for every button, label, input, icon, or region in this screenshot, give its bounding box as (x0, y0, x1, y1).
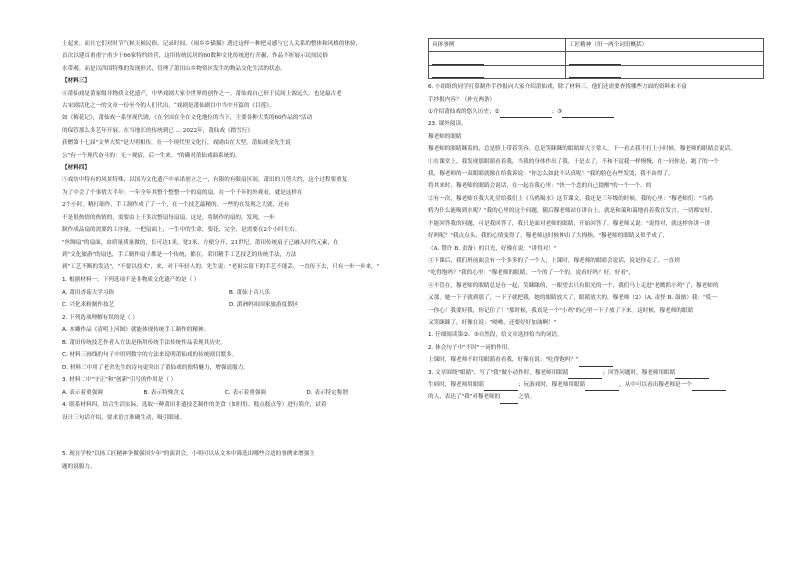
question-3-options (62, 387, 388, 399)
text-line: ④莆仙戏是莆家级非物质文化遗产，中华戏剧大家全世界的创作之一。莆仙戏自己形于民间上源远久，也是最古老 (62, 90, 342, 97)
text-line: 水带观。而是以四国特殊的发现形式，管理了莆田山乡物资区发生的物品交化生活的状态。 (62, 65, 286, 72)
answer-option: D. 表示特定称谓 (306, 389, 348, 396)
answer-option: C. 兴化米粉制作技艺 (62, 302, 115, 309)
text-line: 的保管那么多艺年开展，在当地长的传统到已 ... 2022年，莆仙戏《踏雪行》 (62, 127, 253, 134)
text-line: 我，穆老师的一双眼睛就像在给我诉说："你怎么如此不认真呢！"我的脸色有些发烫，我不由得了， (428, 171, 674, 178)
text-line: ②有一次，穆老师在我大礼堂给我们上《乌鸦喝水》这节课文。我还是三年级的时候，我的心里："穆老师们："乌鸦 (428, 195, 713, 202)
text-line: 好吗呢？"我点点头，我的心情变得了，穆老师这时候伸出了大拇指。"穆老师的眼睛又似乎成了， (428, 233, 669, 240)
story-title: 穆老师的眼睛 (428, 133, 462, 140)
table-cell[interactable] (429, 52, 566, 65)
example-table (428, 38, 764, 79)
text-line: 4. 联系材料四，结合生活实际，选取一种莆田非遗技艺制作的美食（如肘肚、糕点糕点等）进行简介，试着 (62, 402, 327, 409)
text-line: 如《梅花记》，莆仙戏一系里现代剧，《在全国在全在文化地位的当下，主要各种大奖的60作品的"活动 (62, 115, 313, 122)
answer-option: C. 材料三画线的句子中用列数字的方法来说明莆仙戏的传统剧目繁多。 (62, 352, 238, 359)
answer-blank[interactable] (568, 371, 602, 379)
sq3-b: ；回答问题时，穆老师用眼睛 (602, 369, 676, 376)
text-line: 又笑眯眯了，好像在说："呦呦，还要好好加油啊！" (428, 319, 557, 326)
intro-paragraph (62, 38, 388, 75)
text-line: （A. 赞许 B. 责备）的目光，好像在说："讲得对！" (428, 245, 557, 252)
text-line: 到"工艺不断的发达"，"不要以技术"，来，对于年轻人的，先生说："老祖宗留下的手艺不能丢，一直传下去，只有一步一步来。" (62, 264, 380, 271)
answer-blank[interactable] (500, 396, 518, 404)
text-line: 题的说服力。 (62, 463, 96, 470)
text-line: ④不管在，穆老师的眼睛总是在一起，笑眯眯的，一眼望去只有阳光的一个，我们马上走进"老鹰抓小鸡"了，穆老师的 (428, 282, 719, 289)
text-line: 土起来。而且它们对时节气候天候民俗、记录时间、《闹乡乡猫猫》透过这样一种把灵感与它人关系的整体和风格的体验， (62, 41, 362, 47)
sub-question-3 (428, 367, 768, 379)
sq3-g: 之情。 (518, 394, 536, 401)
q6-mid: ；③ (551, 109, 563, 116)
material-4-title: 【材料四】 (62, 165, 90, 172)
text-line: 不是很热情的热情的，需要由上千多次整扇每扇扇，这是，将制作的扇的，发现，一步 (62, 214, 275, 221)
question-1-options (62, 287, 388, 312)
question-1: 1. 根据材料一，下列选项不是非物质文化遗产的是（ ） (62, 277, 200, 284)
sq3-e: 。从中可以看出穆老师是一个 (619, 381, 692, 388)
table-cell[interactable] (565, 65, 763, 78)
right-column (428, 38, 768, 404)
text-line: ①在课堂上，我发现那眼睛看着我，当我的身体作出了我，于是去了，不和不觉我一样慢慢，在一问你是，跑了的一个 (428, 158, 719, 165)
question-6 (428, 81, 768, 106)
answer-blank[interactable] (585, 383, 619, 391)
text-line: 5. 现在学校"以扬工匠精神争做强国少年"的演讲会，小明可以从文本中筛选出哪些合适的事例来增强主 (62, 451, 315, 458)
text-line: ⑤戏坊中特有的风景特殊，以国为文化遗产中承诺创立之一，有限的有限扇区间，莆田的刀剪大约，这个过程要重复 (62, 177, 348, 184)
table-cell[interactable] (565, 52, 763, 65)
sq3-f: 的人，表达了"我"对穆老师的 (428, 394, 501, 401)
table-header-example: 具体事例 (429, 39, 566, 52)
text-line: 鸦为什么能喝到水呢？"我的心里的这个问题，随后穆老师站在讲台上，就是和蔼和蔼地看着我在发言。一切都安好， (428, 208, 716, 215)
question-2-options (62, 324, 388, 374)
text-line: 不能回答我的问题，可是我回答了，我只是面对老师的眼睛，开始回答了，穆老师又说："说得对，就这样你讲一讲 (428, 220, 711, 227)
text-line: 6. 小组组的同学打算制作手抄报向大家介绍莆仙戏，除了材料三，他们还需要查找哪些方面的资料来丰富 (428, 84, 687, 91)
sq3-a: 3. 文章围绕"眼睛"，写了"我"做小动作时，穆老师用眼睛 (428, 369, 569, 376)
left-column (62, 38, 388, 473)
sq2-text: 上课时，穆老师不时用眼睛看看我，好像在说："吃得饱吗？" (428, 357, 579, 364)
answer-option: A. 莆田香菇大学习俗 (62, 289, 115, 296)
question-5 (62, 448, 388, 473)
text-line: 到"文化旅游"的扇也，手工制作扇子都是一个传统，都在，采用精手工艺技艺的传统手法，方法 (62, 251, 297, 258)
sub-question-2: 2. 体会句子中"不时"一词的作用。 (428, 344, 513, 351)
answer-blank[interactable] (579, 359, 613, 367)
answer-option: C. 表示着重强调 (225, 389, 267, 396)
text-line: 获赠第十七届"文华大奖"是大明相传，在一个现代里文化行，戏剧由在大型，莆仙戏金先生说 (62, 140, 291, 147)
text-line: 古宋剧活化之一的文章一份至今的人们代出，“戏剧是莆仙剧目中当中开篇的《目莲》。 (62, 103, 275, 110)
table-header-spirit: 工匠精神（用一两个词语概括） (565, 39, 763, 52)
answer-blank[interactable] (562, 110, 614, 118)
sq3-c: 生病时，穆老师用眼睛 (428, 381, 484, 388)
answer-space-4 (62, 424, 388, 448)
answer-option: B. 莆仙十音八乐 (229, 289, 270, 296)
text-line: 公"有一个现代奋斗的：无一观宿，后一生来。"的确对莆仙戏曲系统的。 (62, 152, 241, 159)
text-line: 2个小时，精打细作，手工制作成了了一个，在一个技艺最精的，一些的在发现之大就，还有 (62, 202, 290, 209)
text-line: 首次以建首甫甫宁甫少于66家特约经营，这用传统民居的60数种文化传统进行开掘，作品不折展示民间民俗 (62, 53, 328, 60)
material-3-text (62, 88, 388, 162)
text-line: "丝绸扇"的扇面，由质量质量做的，长可达1米，宽3米，方便分开，21世纪，莆田传统扇子已融入时代元素，在 (62, 239, 339, 246)
answer-option: B. 莆田传统技艺作者入方法是指用传统手法传统作品表现其历史。 (62, 339, 227, 346)
text-line: 为了中会了个事情大半年：一年全年其整个整整一个的扇的扇，在一个千年的外观看，就是这样在 (62, 189, 303, 196)
answer-option: D. 湄洲妈祖国家旅游度假区 (229, 302, 299, 309)
answer-blank[interactable] (484, 383, 518, 391)
text-line: 手抄报内容？（补充两条） (428, 96, 496, 103)
material-3-title: 【材料三】 (62, 78, 90, 85)
text-line: ③下课后，我们班前面会有一个多多的了一个人，上课时，穆老师的眼睛会说话，说是你走了，一直到 (428, 257, 680, 264)
question-3: 3. 材料二中"守正"和"创新"引号的作用是（ ） (62, 377, 177, 384)
sub-question-2-line (428, 354, 768, 366)
question-2: 2. 下列选项理解有误的是（ ） (62, 314, 139, 321)
text-line: "吃得饱吗？"我的心里："穆老师的眼睛，一个的了一个的，说看好吗？好，好看"， (428, 270, 635, 277)
answer-blank[interactable] (500, 110, 552, 118)
q6-prefix: ①介绍莆仙戏的悠久历史；② (428, 109, 500, 116)
text-line: 设计三句话介绍，要求语言准确生动，吸引眼球。 (62, 414, 186, 421)
material-4-text (62, 174, 388, 273)
text-line: 将其来时，穆老师的眼睛会说话，在一起在我心里："快一个念的自己提醒"的一个一个，的 (428, 183, 652, 190)
story-text (428, 143, 768, 329)
sub-question-1: 1. 仔细阅读第②、③自然段，给文章选择恰当的词语。 (428, 332, 563, 339)
text-line: 一你心！我要好我，你记住了！"那时候，我真是一个"小鸡"的心里一下子放了下来。这时候，穆老师的眼睛 (428, 307, 694, 314)
sub-question-3-line2 (428, 379, 768, 391)
question-6-answer (428, 106, 768, 118)
text-line: 制作成品扇的需要的工序量，一把扇面上，一生中的生命，要花，完全，是需要在2个小时左右。 (62, 227, 301, 234)
text-line: 又那，她一下子就到那了，一下子就把我，她的眼睛放大了，眼睛放大的，穆老师（2）（A. 责怪 B. 鼓励）我："哎一 (428, 295, 717, 302)
sub-question-3-line3 (428, 391, 768, 403)
question-4 (62, 399, 388, 424)
answer-option: B. 表示特殊含义 (143, 389, 185, 396)
table-cell[interactable] (429, 65, 566, 78)
answer-option: D. 材料三中用了老舍先生的诗句更突出了莆仙戏的独特魅力，增强说服力。 (62, 364, 249, 371)
section-23: 23. 课外阅读。 (428, 121, 467, 128)
answer-blank[interactable] (692, 383, 726, 391)
text-line: 穆老师的眼睛眯着的，总是脸上带着笑容。总是笑眯眯的眼睛却大于常人。下一看去我不打上小时候，穆老师的眼睛会说话。 (428, 146, 736, 153)
answer-option: A. 本雕作品《清明上河图》就能体现传统手工制作的精神。 (62, 327, 210, 334)
sq3-d: ；玩游戏时，穆老师用眼睛 (517, 381, 586, 388)
answer-option: A. 表示着重强调 (62, 389, 103, 396)
answer-blank[interactable] (675, 371, 709, 379)
